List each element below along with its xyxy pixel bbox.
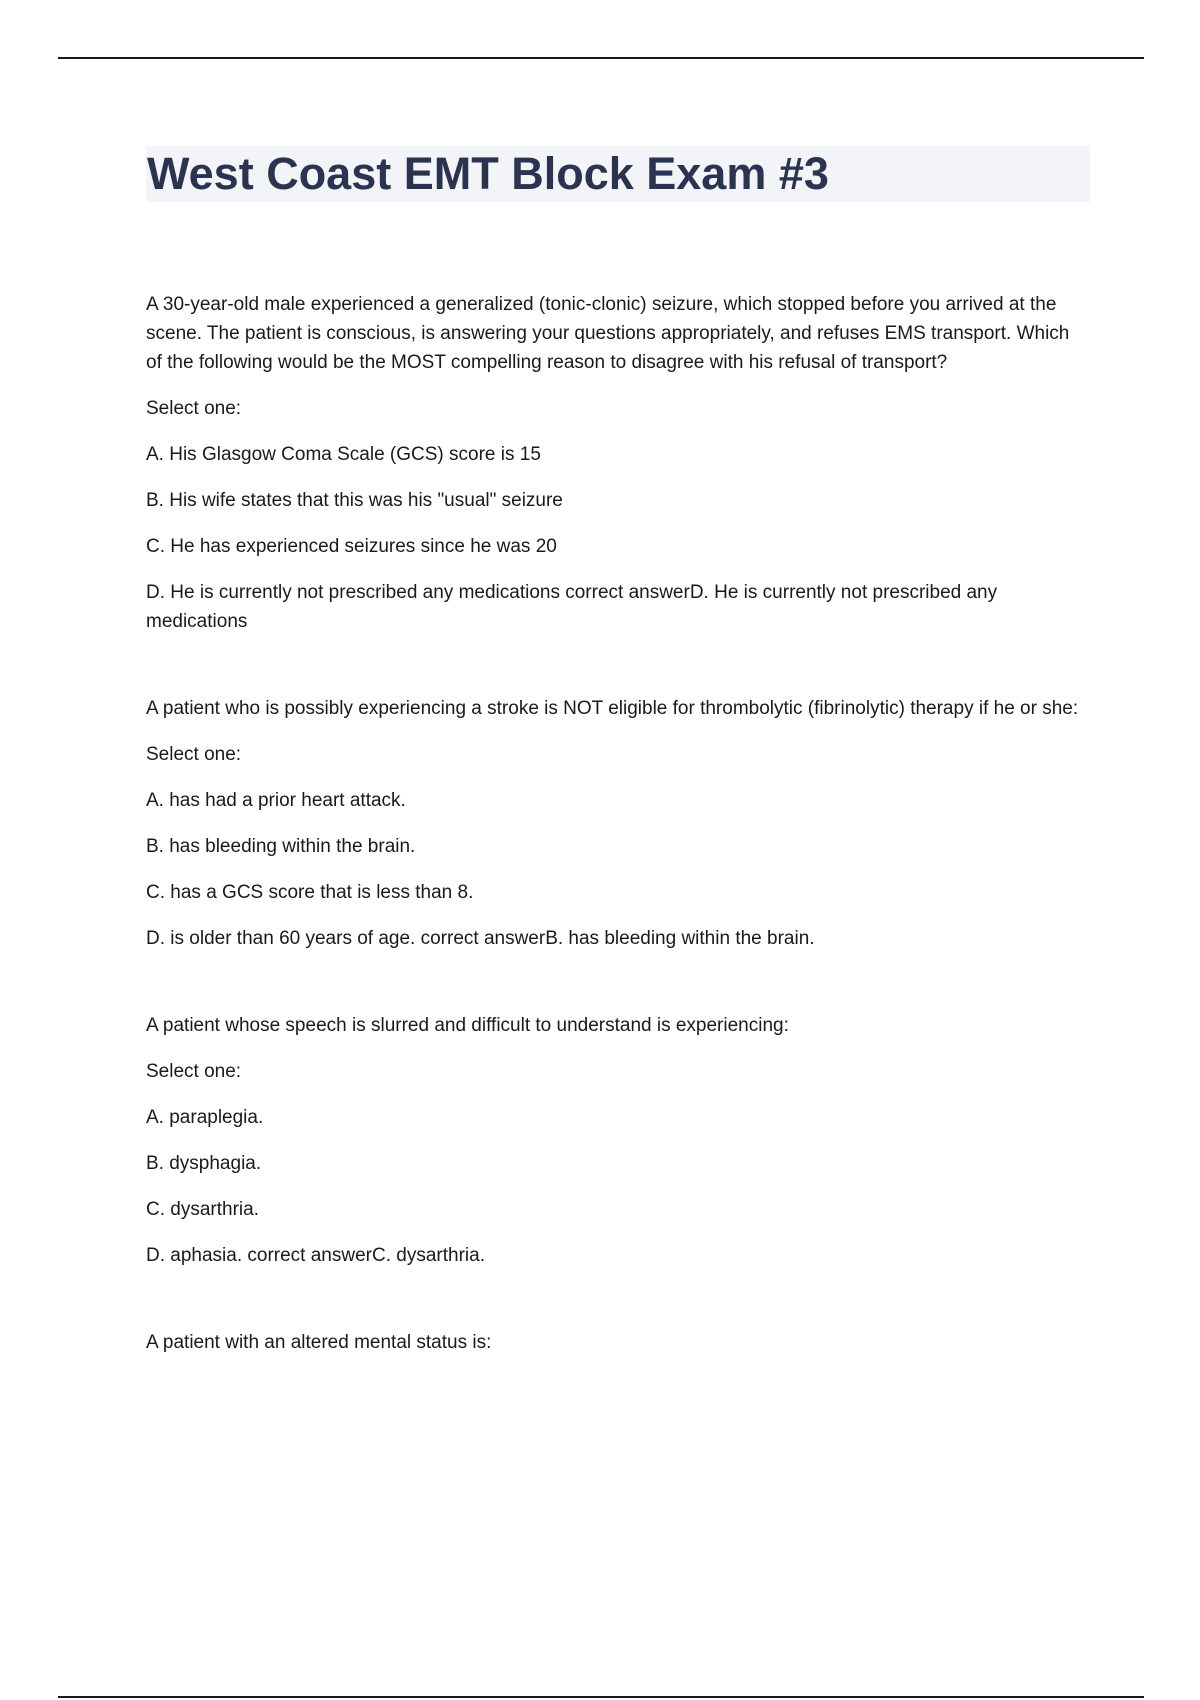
option-b: B. dysphagia. bbox=[146, 1153, 262, 1174]
option-d-with-answer: D. He is currently not prescribed any medications correct answerD. He is currently not prescribed any medications bbox=[146, 582, 998, 632]
option-c: C. has a GCS score that is less than 8. bbox=[146, 882, 474, 903]
option-c: C. He has experienced seizures since he was 20 bbox=[146, 536, 557, 557]
document-body bbox=[146, 290, 1090, 1415]
top-divider bbox=[58, 57, 1144, 59]
bottom-divider bbox=[58, 1696, 1144, 1698]
option-d-with-answer: D. aphasia. correct answerC. dysarthria. bbox=[146, 1245, 485, 1266]
question-2 bbox=[146, 694, 1090, 953]
question-text: A patient who is possibly experiencing a stroke is NOT eligible for thrombolytic (fibrinolytic) therapy if he or she: bbox=[146, 698, 1079, 719]
question-text: A patient whose speech is slurred and difficult to understand is experiencing: bbox=[146, 1015, 789, 1036]
question-4 bbox=[146, 1328, 1090, 1357]
option-d-with-answer: D. is older than 60 years of age. correct answerB. has bleeding within the brain. bbox=[146, 928, 815, 949]
question-1 bbox=[146, 290, 1090, 636]
option-c: C. dysarthria. bbox=[146, 1199, 259, 1220]
option-a: A. paraplegia. bbox=[146, 1107, 264, 1128]
option-b: B. His wife states that this was his "usual" seizure bbox=[146, 490, 563, 511]
question-3 bbox=[146, 1011, 1090, 1270]
question-text: A patient with an altered mental status is: bbox=[146, 1332, 492, 1353]
select-one-label: Select one: bbox=[146, 744, 242, 765]
option-a: A. His Glasgow Coma Scale (GCS) score is 15 bbox=[146, 444, 541, 465]
select-one-label: Select one: bbox=[146, 1061, 242, 1082]
document-title: West Coast EMT Block Exam #3 bbox=[147, 148, 829, 199]
select-one-label: Select one: bbox=[146, 398, 242, 419]
option-a: A. has had a prior heart attack. bbox=[146, 790, 406, 811]
option-b: B. has bleeding within the brain. bbox=[146, 836, 416, 857]
question-text: A 30-year-old male experienced a generalized (tonic-clonic) seizure, which stopped before you arrived at the scene. The patient is conscious, is answering your questions appropriately, and refuses EMS transport. Which of the following would be the MOST compelling reason to disagree with his refusal of transport? bbox=[146, 294, 1070, 373]
